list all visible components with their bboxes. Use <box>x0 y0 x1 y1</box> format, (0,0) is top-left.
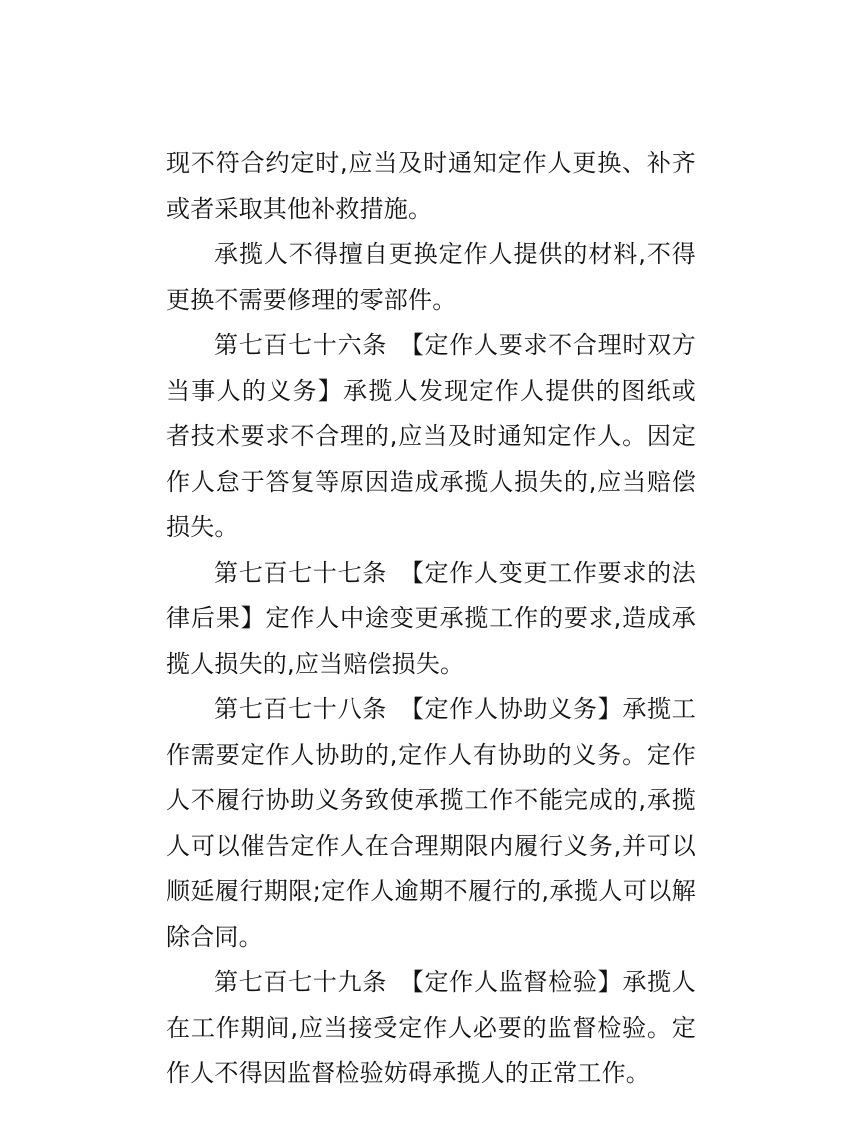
article-776: 第七百七十六条 【定作人要求不合理时双方当事人的义务】承揽人发现定作人提供的图纸或者技术要求不合理的,应当及时通知定作人。因定作人怠于答复等原因造成承揽人损失的,应当赔偿损失。 <box>166 331 696 541</box>
paragraph-material-rule: 承揽人不得擅自更换定作人提供的材料,不得更换不需要修理的零部件。 <box>166 240 696 314</box>
article-778: 第七百七十八条 【定作人协助义务】承揽工作需要定作人协助的,定作人有协助的义务。定作人不履行协助义务致使承揽工作不能完成的,承揽人可以催告定作人在合理期限内履行义务,并可以顺延履行期限;定作人逾期不履行的,承揽人可以解除合同。 <box>166 695 696 951</box>
article-779: 第七百七十九条 【定作人监督检验】承揽人在工作期间,应当接受定作人必要的监督检验。定作人不得因监督检验妨碍承揽人的正常工作。 <box>166 968 696 1087</box>
article-777: 第七百七十七条 【定作人变更工作要求的法律后果】定作人中途变更承揽工作的要求,造成承揽人损失的,应当赔偿损失。 <box>166 558 696 678</box>
document-body <box>166 141 696 1097</box>
paragraph-continued: 现不符合约定时,应当及时通知定作人更换、补齐或者采取其他补救措施。 <box>166 149 696 223</box>
